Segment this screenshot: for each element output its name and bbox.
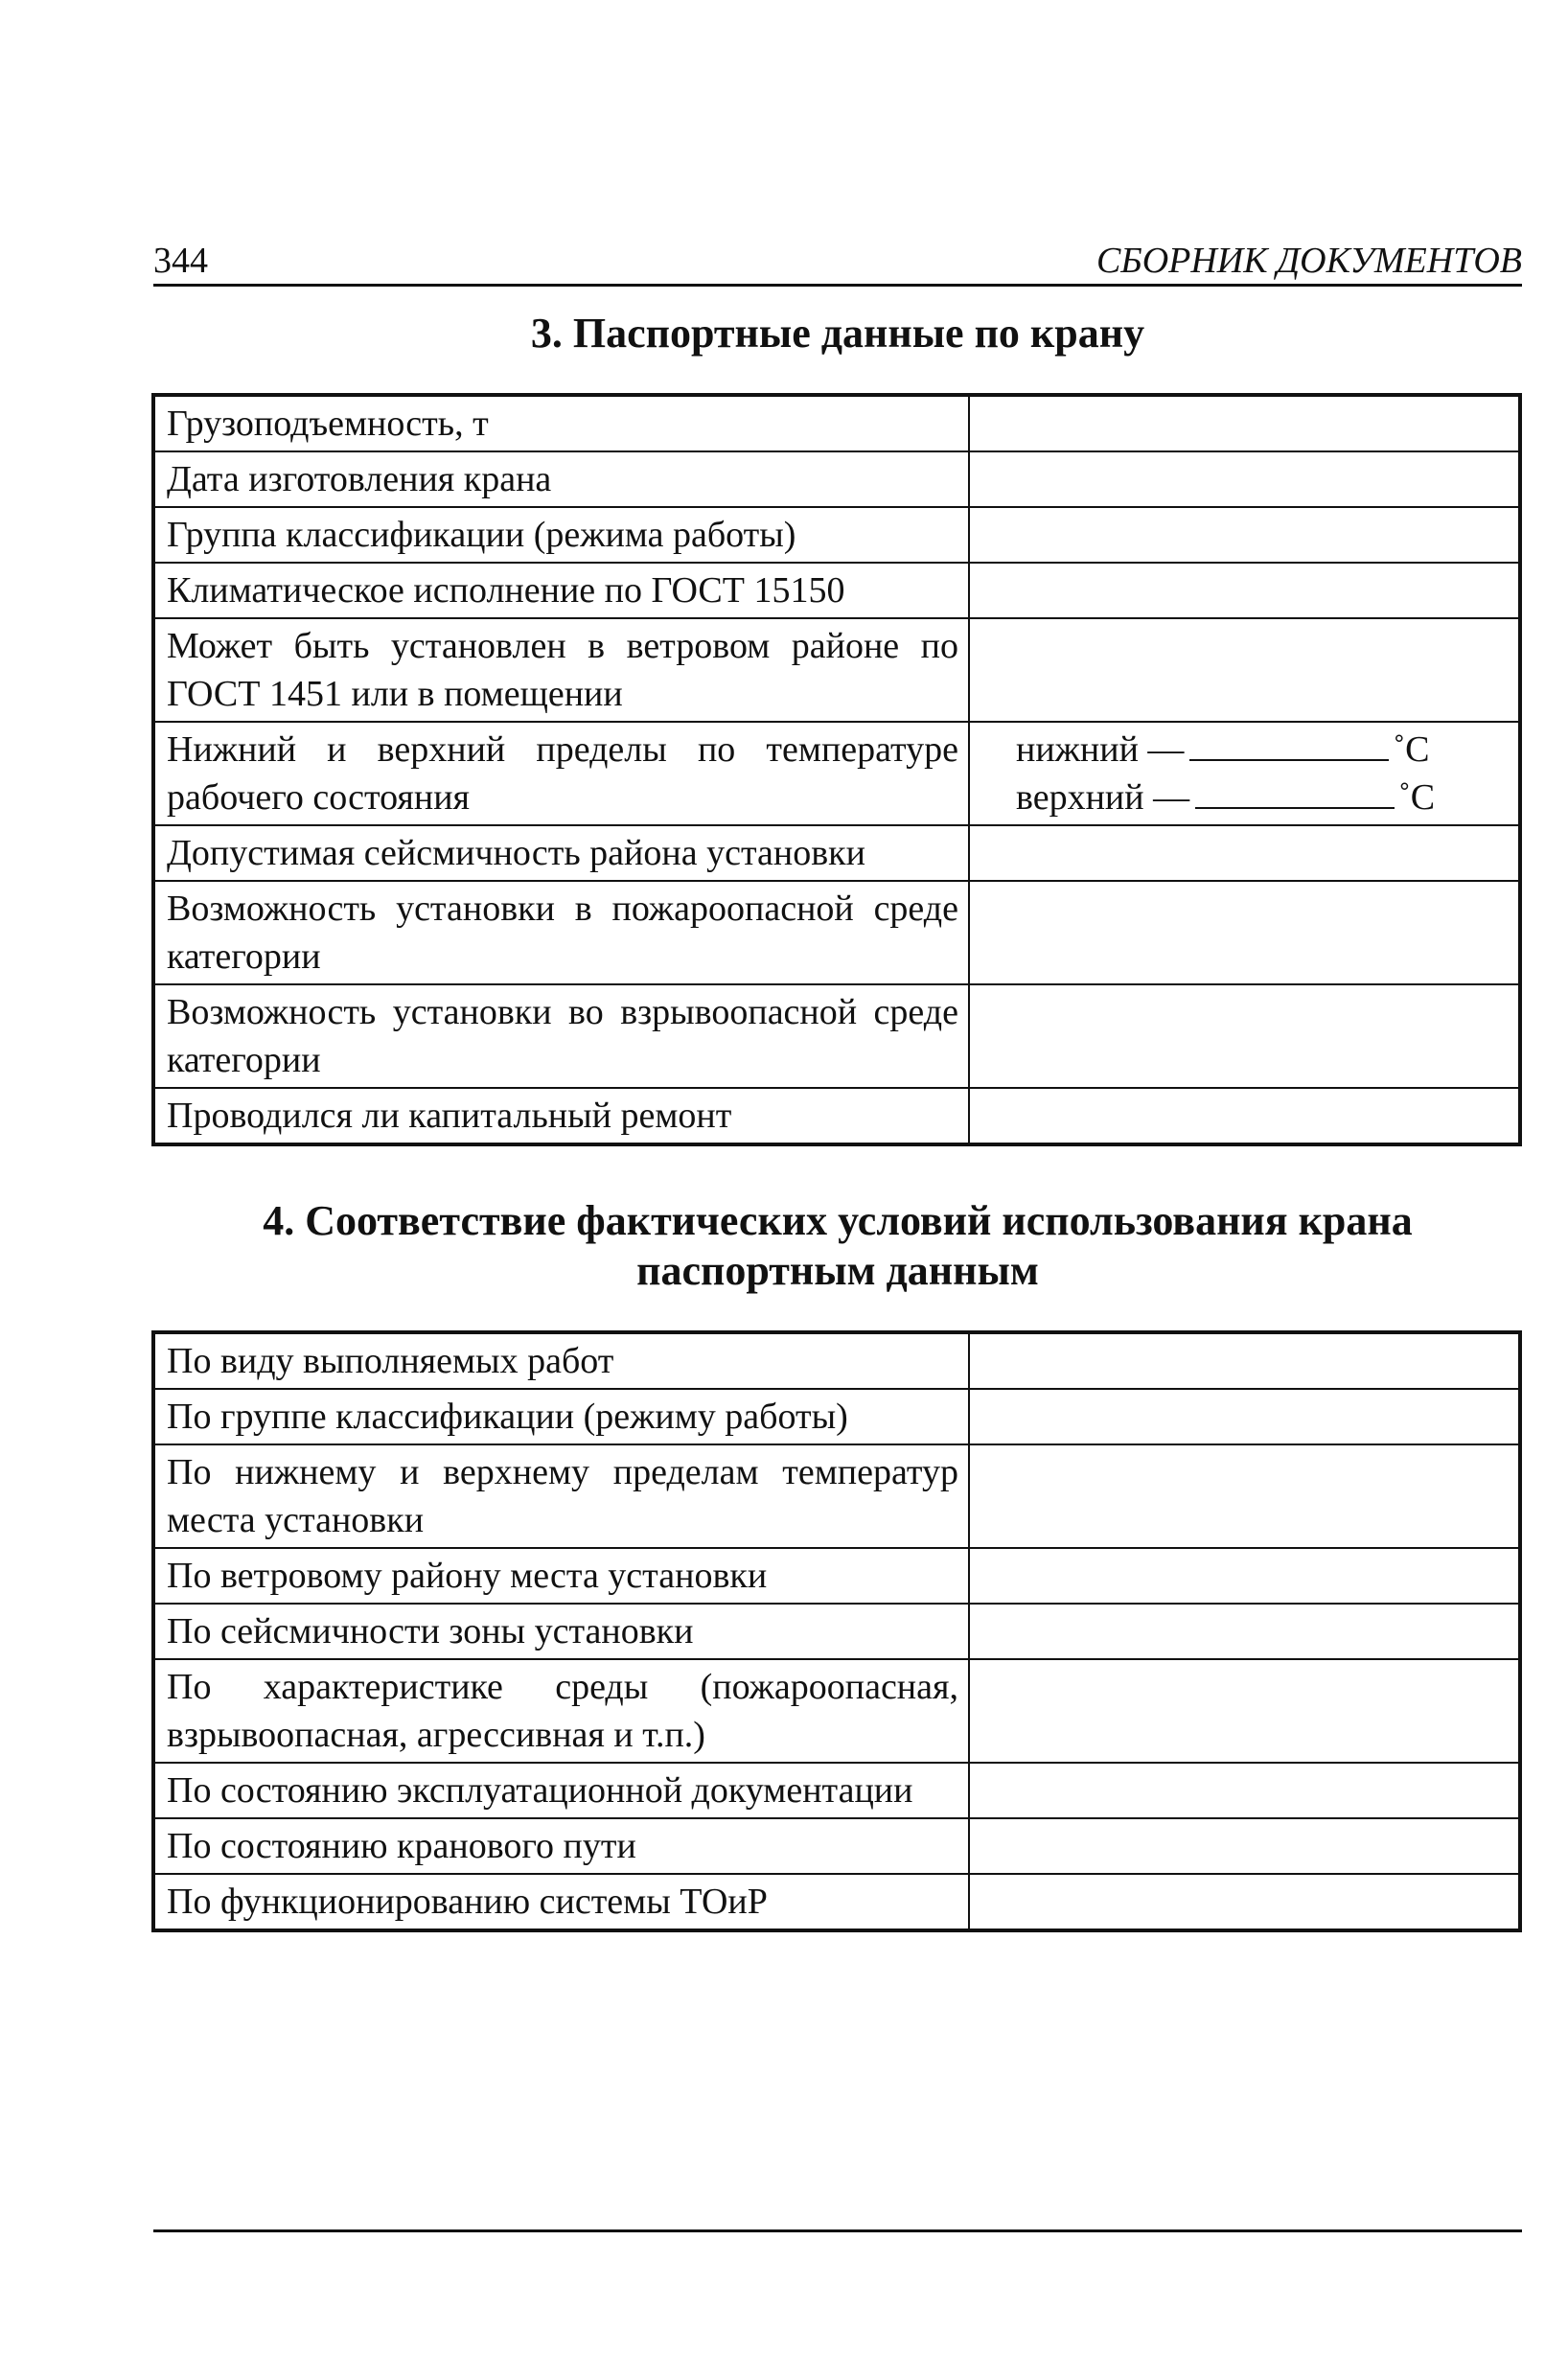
table-row bbox=[153, 1444, 1520, 1548]
value-cell[interactable] bbox=[969, 1332, 1520, 1389]
table-row bbox=[153, 1604, 1520, 1659]
value-cell[interactable] bbox=[969, 1444, 1520, 1548]
row-label: По виду выполняемых работ bbox=[153, 1332, 969, 1389]
row-label: По нижнему и верхнему пределам температур места установки bbox=[153, 1444, 969, 1548]
row-label: Проводился ли капитальный ремонт bbox=[153, 1088, 969, 1144]
value-cell[interactable] bbox=[969, 881, 1520, 984]
table-row bbox=[153, 881, 1520, 984]
row-label: По ветровому району места установки bbox=[153, 1548, 969, 1604]
temperature-upper-label: верхний — bbox=[1016, 777, 1190, 818]
row-label: Дата изготовления крана bbox=[153, 451, 969, 507]
value-cell[interactable] bbox=[969, 825, 1520, 881]
temperature-lower-row bbox=[981, 726, 1509, 774]
row-label: Может быть установлен в ветровом районе по ГОСТ 1451 или в помещении bbox=[153, 618, 969, 722]
table-row bbox=[153, 395, 1520, 451]
row-label: Допустимая сейсмичность района установки bbox=[153, 825, 969, 881]
table-row bbox=[153, 1763, 1520, 1818]
table-row bbox=[153, 1659, 1520, 1763]
row-label: По состоянию кранового пути bbox=[153, 1818, 969, 1874]
row-label: Возможность установки в пожароопасной среде категории bbox=[153, 881, 969, 984]
row-label: По состоянию эксплуатационной документации bbox=[153, 1763, 969, 1818]
temperature-upper-blank[interactable] bbox=[1195, 774, 1395, 809]
table-row bbox=[153, 451, 1520, 507]
section-4-title: 4. Соответствие фактических условий использования крана паспортным данным bbox=[263, 1197, 1413, 1294]
temperature-lower-blank[interactable] bbox=[1189, 727, 1389, 761]
row-label: Климатическое исполнение по ГОСТ 15150 bbox=[153, 563, 969, 618]
value-cell[interactable] bbox=[969, 395, 1520, 451]
temperature-cell bbox=[969, 722, 1520, 825]
table-row bbox=[153, 825, 1520, 881]
table-row bbox=[153, 1389, 1520, 1444]
conformity-table bbox=[151, 1330, 1522, 1932]
temperature-lower-label: нижний — bbox=[1016, 729, 1185, 770]
value-cell[interactable] bbox=[969, 1604, 1520, 1659]
section-3-title: 3. Паспортные данные по крану bbox=[530, 310, 1145, 357]
value-cell[interactable] bbox=[969, 1818, 1520, 1874]
value-cell[interactable] bbox=[969, 1659, 1520, 1763]
running-title: СБОРНИК ДОКУМЕНТОВ bbox=[1095, 241, 1522, 281]
row-label: По функционированию системы ТОиР bbox=[153, 1874, 969, 1930]
value-cell[interactable] bbox=[969, 1874, 1520, 1930]
table-row bbox=[153, 1088, 1520, 1144]
table-row bbox=[153, 1874, 1520, 1930]
value-cell[interactable] bbox=[969, 451, 1520, 507]
row-label: Возможность установки во взрывоопасной среде категории bbox=[153, 984, 969, 1088]
temperature-upper-unit: ˚С bbox=[1398, 777, 1436, 818]
row-label: По характеристике среды (пожароопасная, взрывоопасная, агрессивная и т.п.) bbox=[153, 1659, 969, 1763]
value-cell[interactable] bbox=[969, 507, 1520, 563]
temperature-upper-row bbox=[981, 774, 1509, 821]
value-cell[interactable] bbox=[969, 1548, 1520, 1604]
page-number: 344 bbox=[153, 241, 208, 281]
temperature-lower-unit: ˚С bbox=[1393, 729, 1430, 770]
table-row bbox=[153, 507, 1520, 563]
value-cell[interactable] bbox=[969, 1763, 1520, 1818]
row-label: По группе классификации (режиму работы) bbox=[153, 1389, 969, 1444]
row-label: Грузоподъемность, т bbox=[153, 395, 969, 451]
table-row bbox=[153, 563, 1520, 618]
table-row bbox=[153, 1548, 1520, 1604]
page-header bbox=[153, 234, 1522, 287]
value-cell[interactable] bbox=[969, 984, 1520, 1088]
row-label: По сейсмичности зоны установки bbox=[153, 1604, 969, 1659]
table-row bbox=[153, 618, 1520, 722]
footer-rule bbox=[153, 2229, 1522, 2232]
value-cell[interactable] bbox=[969, 563, 1520, 618]
value-cell[interactable] bbox=[969, 1389, 1520, 1444]
table-row bbox=[153, 1332, 1520, 1389]
row-label: Нижний и верхний пределы по температуре рабочего состояния bbox=[153, 722, 969, 825]
value-cell[interactable] bbox=[969, 618, 1520, 722]
table-row bbox=[153, 1818, 1520, 1874]
table-row bbox=[153, 722, 1520, 825]
table-row bbox=[153, 984, 1520, 1088]
passport-data-table bbox=[151, 393, 1522, 1146]
value-cell[interactable] bbox=[969, 1088, 1520, 1144]
row-label: Группа классификации (режима работы) bbox=[153, 507, 969, 563]
